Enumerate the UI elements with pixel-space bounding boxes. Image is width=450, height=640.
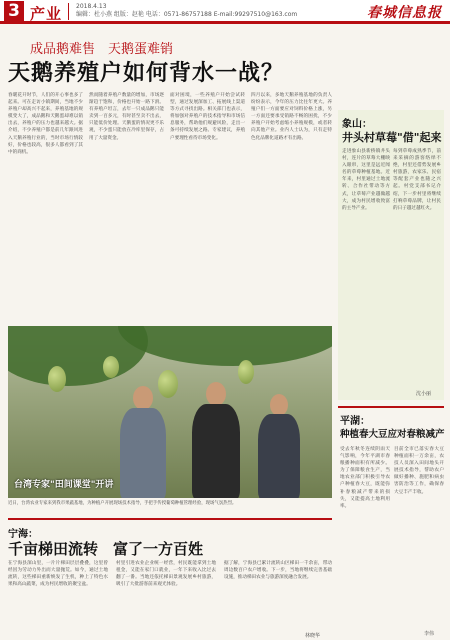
- lead-column-4: 四月以来，多地天鹅养殖基地的负责人纷纷表示，今年的压力比往年更大。养殖户们一方面要应对饲料价格上涨，另一方面还要承受销路不畅的困扰，不少养殖户开始考虑缩小养殖规模，或者转向其他产业。业内人士认为，只有走特色化品牌化道路才有出路。: [251, 93, 332, 141]
- pinghu-column-1: 受去年秋冬连续阴雨天气影响，今年平湖市春粮播种面积有所减少。为了保障粮食生产，当地农业部门积极引导农户种植春大豆，既能弥补春粮减产带来的损失，又能提高土地利用率。: [340, 447, 390, 509]
- ningbo-kicker: 宁海：: [8, 529, 38, 540]
- sidebar-column-2: 每到草莓成熟季节，前来采摘的游客络绎不绝，村里还借势发展乡村旅游，农家乐、民宿等配套产业也随之兴起。村党支部书记介绍，下一步村里将继续打响草莓品牌，让村民的日子越过越红火。: [393, 149, 441, 211]
- sidebar-title: 井头村草莓"借"起来: [342, 131, 442, 144]
- lead-column-1: 春暖花开时节，人们的开心事也多了起来。可在走访小镇期间，当地不少养殖户却高兴不起来，养殖基地的规模变大了，成品鹅和天鹅蛋却难以销出去，养殖户的压力也越来越大。据介绍，不少养殖户都是前几年跟风进入天鹅养殖行业的，当时市场行情较好，价格也较高，很多人都看到了其中的商机。: [8, 93, 83, 155]
- person-figure: [192, 404, 240, 498]
- lead-column-3: 面对困境，一些养殖户开始尝试转型，通过发展深加工、拓展线上渠道等方式寻找出路。相关部门也表示，将加强对养殖户的技术指导和市场信息服务，帮助他们规避风险，走出一条可持续发展之路。专家建议，养殖户要理性看待市场变化。: [170, 93, 245, 141]
- page-number: 3: [4, 1, 24, 21]
- person-figure: [120, 408, 166, 498]
- grape-cluster: [48, 366, 66, 392]
- editor-line: 编辑：杜小燕 组版：赵艳 电话：0571-86757188 E-mail:99297510@163.com: [76, 11, 298, 18]
- pinghu-author: 李伟: [424, 631, 435, 637]
- ningbo-author: 林晓华: [305, 633, 321, 639]
- sidebar-column-1: 走进象山县新桥镇井头村，连片的草莓大棚映入眼帘，这里是远近闻名的草莓种植基地。近年来，村里通过土地流转、合作社带动等方式，让草莓产业越做越大，成为村民增收致富的主导产业。: [342, 149, 390, 211]
- lead-column-2: 然而随着养殖户数量的增加，市场逐渐趋于饱和，价格也开始一路下滑。有养殖户坦言，去年一只成品鹅只能卖到一百多元，有时甚至卖不出去，只能低价处理。天鹅蛋的情况更不乐观，不少蛋只能放在冷库里保存，占用了大量资金。: [89, 93, 164, 141]
- section-rule: [8, 518, 332, 520]
- person-figure: [258, 414, 300, 498]
- grape-cluster: [238, 360, 254, 384]
- issue-date: 2018.4.13: [76, 3, 107, 10]
- section-title: 产业: [30, 5, 63, 23]
- pinghu-title: 种植春大豆应对春粮减产: [340, 429, 445, 440]
- pinghu-kicker: 平湖：: [340, 416, 370, 427]
- person-head: [206, 382, 226, 406]
- header-divider: [68, 3, 69, 20]
- ningbo-column-3: 据了解，宁海县已累计流转山区梯田一千余亩，带动周边数百户农户增收。下一步，当地将继续完善基础设施，推动梯田农业与旅游深度融合发展。: [224, 561, 332, 581]
- grape-cluster: [103, 356, 119, 378]
- ningbo-column-2: 村里引进农业企业统一经营，村民既能拿到土地租金，又能在家门口就业，一年下来收入比过去翻了一番。当地还依托梯田景观发展乡村旅游，吸引了大批游客前来观光体验。: [116, 561, 216, 588]
- section-rule: [338, 406, 444, 408]
- pinghu-column-2: 目前全市已落实春大豆种植面积一万余亩，农技人员深入田间地头开展技术指导，帮助农户做好播种、施肥和病虫害防治等工作，确保春大豆丰产丰收。: [394, 447, 444, 495]
- lead-headline: 天鹅养殖户如何背水一战？: [8, 61, 285, 86]
- vine-leaves: [118, 326, 332, 366]
- ningbo-title: 千亩梯田流转 富了一方百姓: [8, 540, 204, 558]
- header-meta: [76, 3, 297, 19]
- page-header: [0, 0, 450, 24]
- sidebar-author: 沈小丽: [416, 391, 432, 397]
- person-head: [133, 386, 153, 410]
- photo-caption: 近日，台湾农业专家来到我市果蔬基地，为种植户开展现场技术指导，手把手传授葡萄种植管理经验，现场气氛热烈。: [8, 501, 237, 506]
- news-photo: [8, 326, 332, 498]
- photo-overlay-caption: 台湾专家"田间课堂"开讲: [14, 480, 114, 490]
- newspaper-logo: 春城信息报: [367, 5, 442, 21]
- ningbo-column-1: 在宁海县深山里，一片片梯田层层叠叠，这里曾经因为劳动力外出而大量抛荒。如今，通过土地流转，这些梯田重新焕发了生机，种上了特色水果和高山蔬菜，成为村民增收的聚宝盆。: [8, 561, 108, 588]
- grape-cluster: [158, 370, 178, 398]
- lead-kicker: 成品鹅难售 天鹅蛋难销: [30, 42, 174, 57]
- person-head: [270, 394, 288, 416]
- sidebar-kicker: 象山：: [342, 119, 372, 130]
